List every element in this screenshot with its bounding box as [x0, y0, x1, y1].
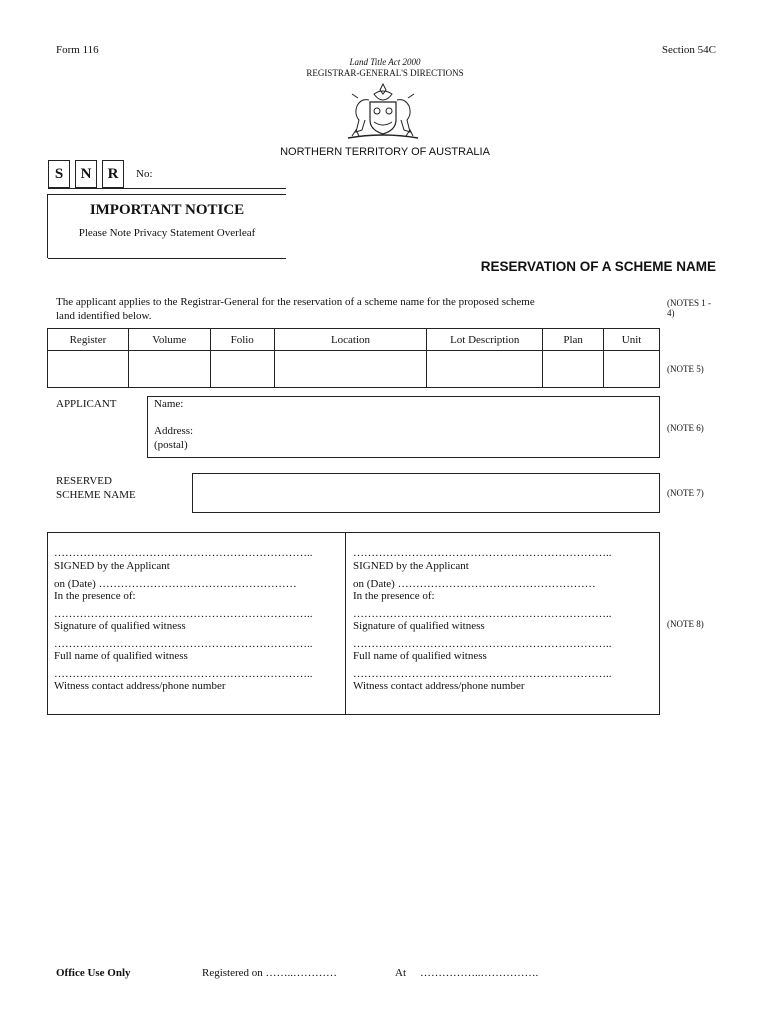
presence-label: In the presence of:	[54, 590, 136, 602]
col-header-volume: Volume	[128, 329, 210, 351]
witness-contact-label: Witness contact address/phone number	[353, 680, 525, 692]
location-field[interactable]	[274, 351, 427, 388]
act-title: Land Title Act 2000	[349, 57, 421, 67]
witness-name-label: Full name of qualified witness	[54, 650, 188, 662]
witness-name-label: Full name of qualified witness	[353, 650, 487, 662]
coat-of-arms-emblem	[340, 80, 426, 144]
unit-field[interactable]	[604, 351, 660, 388]
note-5-label: (NOTE 5)	[667, 364, 704, 374]
witness-contact-label: Witness contact address/phone number	[54, 680, 226, 692]
presence-label: In the presence of:	[353, 590, 435, 602]
snr-n-box: N	[75, 160, 97, 188]
witness-name-line[interactable]: ……………………………………………………………..	[54, 638, 313, 650]
notice-title: IMPORTANT NOTICE	[89, 202, 245, 218]
date-line[interactable]: on (Date) ………………………………………………	[353, 578, 596, 590]
snr-number-label: No:	[136, 168, 153, 180]
registered-on-line: Registered on ……..…………	[202, 967, 338, 979]
col-header-plan: Plan	[543, 329, 604, 351]
reserved-label-line-1: RESERVED	[56, 475, 112, 487]
notes-1-4-label	[667, 298, 711, 318]
land-table	[47, 328, 660, 388]
witness-contact-line[interactable]: ……………………………………………………………..	[353, 668, 612, 680]
note-7-label: (NOTE 7)	[667, 488, 704, 498]
register-field[interactable]	[48, 351, 129, 388]
snr-r-box: R	[102, 160, 124, 188]
notes-1-4-text-cont: 4)	[667, 308, 675, 318]
reserved-scheme-name-input[interactable]	[192, 473, 660, 513]
witness-signature-label: Signature of qualified witness	[54, 620, 186, 632]
note-6-label: (NOTE 6)	[667, 423, 704, 433]
col-header-unit: Unit	[604, 329, 660, 351]
intro-line-1: The applicant applies to the Registrar-General for the reservation of a scheme name for the proposed scheme	[56, 296, 535, 308]
witness-name-line[interactable]: ……………………………………………………………..	[353, 638, 612, 650]
witness-signature-line[interactable]: ……………………………………………………………..	[353, 608, 612, 620]
signature-column-left	[54, 547, 340, 692]
signature-column-right	[353, 547, 653, 692]
section-number: Section 54C	[661, 44, 716, 56]
date-line[interactable]: on (Date) ………………………………………………	[54, 578, 297, 590]
intro-line-2: land identified below.	[56, 310, 152, 322]
snr-s-box: S	[48, 160, 70, 188]
lot-description-field[interactable]	[427, 351, 543, 388]
applicant-address-label: Address:	[154, 425, 194, 437]
applicant-signature-line[interactable]: ……………………………………………………………..	[353, 547, 612, 559]
at-label: At	[395, 967, 406, 979]
form-number: Form 116	[56, 44, 99, 56]
plan-field[interactable]	[543, 351, 604, 388]
signed-by-label: SIGNED by the Applicant	[54, 560, 170, 572]
witness-contact-line[interactable]: ……………………………………………………………..	[54, 668, 313, 680]
territory-title: NORTHERN TERRITORY OF AUSTRALIA	[280, 146, 490, 158]
reserved-label-line-2: SCHEME NAME	[56, 489, 136, 501]
applicant-box[interactable]	[147, 396, 660, 458]
col-header-location: Location	[274, 329, 427, 351]
at-line: ……………..…………….	[420, 967, 539, 979]
directions-title: REGISTRAR-GENERAL'S DIRECTIONS	[306, 68, 464, 78]
col-header-register: Register	[48, 329, 129, 351]
note-8-label: (NOTE 8)	[667, 619, 704, 629]
applicant-signature-line[interactable]: ……………………………………………………………..	[54, 547, 313, 559]
form-title: RESERVATION OF A SCHEME NAME	[480, 259, 716, 274]
witness-signature-line[interactable]: ……………………………………………………………..	[54, 608, 313, 620]
applicant-postal-label: (postal)	[154, 439, 188, 451]
folio-field[interactable]	[210, 351, 274, 388]
witness-signature-label: Signature of qualified witness	[353, 620, 485, 632]
office-use-label: Office Use Only	[56, 967, 131, 979]
col-header-folio: Folio	[210, 329, 274, 351]
notice-text: Please Note Privacy Statement Overleaf	[78, 227, 256, 239]
volume-field[interactable]	[128, 351, 210, 388]
applicant-label: APPLICANT	[56, 398, 117, 410]
applicant-name-label: Name:	[154, 398, 184, 410]
signed-by-label: SIGNED by the Applicant	[353, 560, 469, 572]
col-header-lot-description: Lot Description	[427, 329, 543, 351]
notes-1-4-text: (NOTES 1 -	[667, 298, 711, 308]
